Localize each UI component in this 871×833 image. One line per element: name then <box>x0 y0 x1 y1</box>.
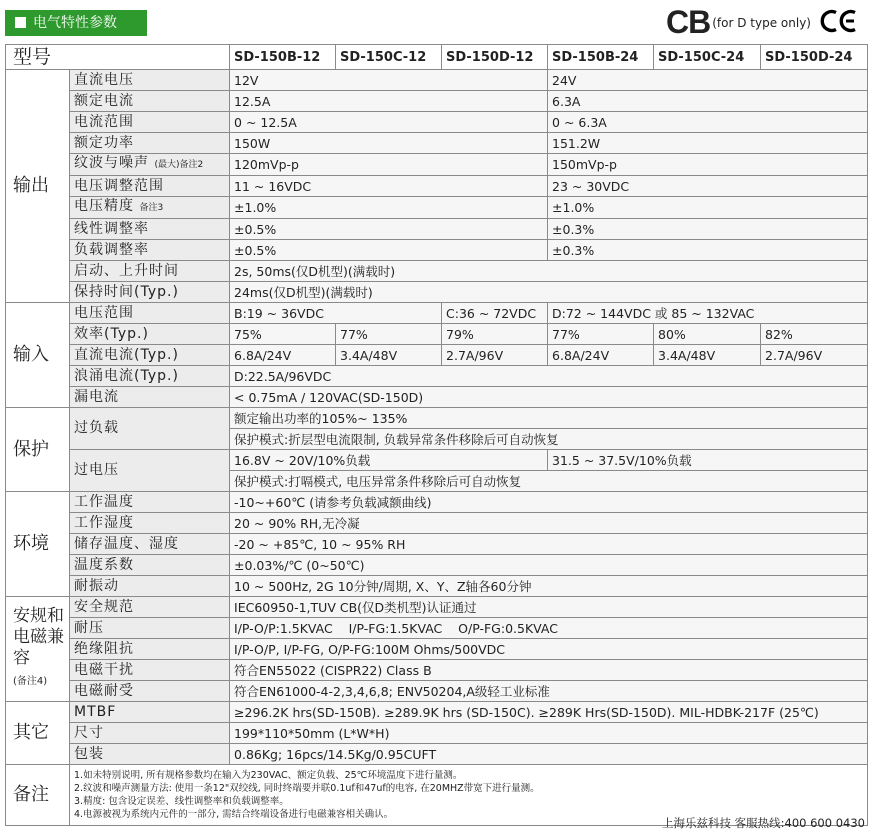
row-label: 工作湿度 <box>70 513 230 534</box>
value: I/P-O/P, I/P-FG, O/P-FG:100M Ohms/500VDC <box>230 639 868 660</box>
value-12v: ±0.5% <box>230 240 548 261</box>
environment-row <box>6 576 868 597</box>
value-24v: 0 ~ 6.3A <box>548 112 868 133</box>
value: ±0.03%/℃ (0~50℃) <box>230 555 868 576</box>
environment-row <box>6 534 868 555</box>
value: 77% <box>548 324 654 345</box>
value-24v: ±1.0% <box>548 197 868 219</box>
row-label-text: 纹波与噪声 <box>74 155 149 171</box>
value-24v: 150mVp-p <box>548 154 868 176</box>
value-24v: 31.5 ~ 37.5V/10%负载 <box>548 450 868 471</box>
output-row <box>6 133 868 154</box>
row-label: 电压范围 <box>70 303 230 324</box>
value: 80% <box>654 324 761 345</box>
row-label: 包装 <box>70 744 230 765</box>
model-name: SD-150B-12 <box>230 45 336 70</box>
row-label: 效率(Typ.) <box>70 324 230 345</box>
value: IEC60950-1,TUV CB(仅D类机型)认证通过 <box>230 597 868 618</box>
value: 额定输出功率的105%~ 135% <box>230 408 868 429</box>
row-label: 负载调整率 <box>70 240 230 261</box>
row-label: 过负载 <box>70 408 230 450</box>
safety-row <box>6 618 868 639</box>
environment-row <box>6 555 868 576</box>
group-remarks: 备注 <box>6 765 70 826</box>
environment-row <box>6 492 868 513</box>
input-row <box>6 324 868 345</box>
value-12v: 16.8V ~ 20V/10%负载 <box>230 450 548 471</box>
safety-row <box>6 597 868 618</box>
model-name: SD-150D-12 <box>442 45 548 70</box>
group-safety <box>6 597 70 702</box>
row-label <box>70 154 230 176</box>
cb-note: (for D type only) <box>712 15 811 30</box>
others-row <box>6 723 868 744</box>
value-c: C:36 ~ 72VDC <box>442 303 548 324</box>
row-label: 尺寸 <box>70 723 230 744</box>
input-row <box>6 345 868 366</box>
safety-row <box>6 660 868 681</box>
output-row <box>6 154 868 176</box>
value: 82% <box>761 324 868 345</box>
value: 10 ~ 500Hz, 2G 10分钟/周期, X、Y、Z轴各60分钟 <box>230 576 868 597</box>
others-row <box>6 702 868 723</box>
output-row <box>6 91 868 112</box>
service-hotline: 上海乐兹科技 客服热线:400 600 0430 <box>661 816 865 830</box>
output-row <box>6 219 868 240</box>
value: 2s, 50ms(仅D机型)(满载时) <box>230 261 868 282</box>
value: -20 ~ +85℃, 10 ~ 95% RH <box>230 534 868 555</box>
row-label-text: 电压精度 <box>74 198 134 214</box>
value-24v: 151.2W <box>548 133 868 154</box>
value: 0.86Kg; 16pcs/14.5Kg/0.95CUFT <box>230 744 868 765</box>
output-row <box>6 261 868 282</box>
remark-line: 3.精度: 包含设定误差、线性调整率和负载调整率。 <box>74 796 289 807</box>
value: 符合EN55022 (CISPR22) Class B <box>230 660 868 681</box>
input-row <box>6 387 868 408</box>
group-input: 输入 <box>6 303 70 408</box>
value-12v: 120mVp-p <box>230 154 548 176</box>
row-label: 绝缘阻抗 <box>70 639 230 660</box>
value: 2.7A/96V <box>442 345 548 366</box>
value: 20 ~ 90% RH,无冷凝 <box>230 513 868 534</box>
output-row <box>6 70 868 91</box>
value-12v: 0 ~ 12.5A <box>230 112 548 133</box>
value: 79% <box>442 324 548 345</box>
output-row <box>6 282 868 303</box>
group-safety-label: 安规和电磁兼容 <box>13 606 64 668</box>
row-label-note: 备注3 <box>139 203 164 213</box>
model-name: SD-150C-24 <box>654 45 761 70</box>
value-24v: 23 ~ 30VDC <box>548 176 868 197</box>
remark-line: 4.电源被视为系统内元件的一部分, 需结合终端设备进行电磁兼容相关确认。 <box>74 809 394 820</box>
model-row <box>6 45 868 70</box>
value: 199*110*50mm (L*W*H) <box>230 723 868 744</box>
output-row <box>6 240 868 261</box>
value: 77% <box>336 324 442 345</box>
row-label-note: (最大)备注2 <box>154 160 204 170</box>
model-name: SD-150C-12 <box>336 45 442 70</box>
model-name: SD-150B-24 <box>548 45 654 70</box>
row-label: 启动、上升时间 <box>70 261 230 282</box>
value: 符合EN61000-4-2,3,4,6,8; ENV50204,A级轻工业标准 <box>230 681 868 702</box>
value-12v: 150W <box>230 133 548 154</box>
section-header <box>5 10 147 36</box>
row-label: 温度系数 <box>70 555 230 576</box>
output-row <box>6 176 868 197</box>
row-label <box>70 197 230 219</box>
cb-mark: CB <box>666 4 711 40</box>
others-row <box>6 744 868 765</box>
group-others: 其它 <box>6 702 70 765</box>
row-label: 电磁干扰 <box>70 660 230 681</box>
value: D:22.5A/96VDC <box>230 366 868 387</box>
output-row <box>6 112 868 133</box>
row-label: 耐压 <box>70 618 230 639</box>
value: < 0.75mA / 120VAC(SD-150D) <box>230 387 868 408</box>
row-label: 电磁耐受 <box>70 681 230 702</box>
group-safety-note: (备注4) <box>13 676 48 687</box>
value: 6.8A/24V <box>230 345 336 366</box>
group-protection: 保护 <box>6 408 70 492</box>
row-label: 线性调整率 <box>70 219 230 240</box>
row-label: 电流范围 <box>70 112 230 133</box>
row-label: 储存温度、湿度 <box>70 534 230 555</box>
value-12v: 12.5A <box>230 91 548 112</box>
ce-mark-icon <box>817 8 859 38</box>
protection-row <box>6 408 868 429</box>
value: ≥296.2K hrs(SD-150B). ≥289.9K hrs (SD-150C). ≥289K Hrs(SD-150D). MIL-HDBK-217F (25℃) <box>230 702 868 723</box>
square-icon <box>15 17 26 28</box>
output-row <box>6 197 868 219</box>
value: 24ms(仅D机型)(满载时) <box>230 282 868 303</box>
row-label: MTBF <box>70 702 230 723</box>
certification-marks <box>666 4 859 38</box>
safety-row <box>6 681 868 702</box>
group-environment: 环境 <box>6 492 70 597</box>
value: 3.4A/48V <box>336 345 442 366</box>
input-row <box>6 303 868 324</box>
value: 6.8A/24V <box>548 345 654 366</box>
value: I/P-O/P:1.5KVAC I/P-FG:1.5KVAC O/P-FG:0.5KVAC <box>230 618 868 639</box>
row-label: 工作温度 <box>70 492 230 513</box>
value: 75% <box>230 324 336 345</box>
value-12v: 11 ~ 16VDC <box>230 176 548 197</box>
value-12v: 12V <box>230 70 548 91</box>
row-label: 直流电流(Typ.) <box>70 345 230 366</box>
value: -10~+60℃ (请参考负载减额曲线) <box>230 492 868 513</box>
row-label: 浪涌电流(Typ.) <box>70 366 230 387</box>
value-24v: 6.3A <box>548 91 868 112</box>
value-b: B:19 ~ 36VDC <box>230 303 442 324</box>
row-label: 额定电流 <box>70 91 230 112</box>
value-24v: 24V <box>548 70 868 91</box>
row-label: 额定功率 <box>70 133 230 154</box>
row-label: 安全规范 <box>70 597 230 618</box>
value-12v: ±0.5% <box>230 219 548 240</box>
row-label: 保持时间(Typ.) <box>70 282 230 303</box>
row-label: 电压调整范围 <box>70 176 230 197</box>
row-label: 耐振动 <box>70 576 230 597</box>
value-24v: ±0.3% <box>548 219 868 240</box>
model-label: 型号 <box>6 45 230 70</box>
protection-row <box>6 450 868 471</box>
model-name: SD-150D-24 <box>761 45 868 70</box>
remark-line: 2.纹波和噪声测量方法: 使用一条12"双绞线, 同时终端要并联0.1uf和47uf的电容, 在20MHZ带宽下进行量测。 <box>74 783 540 794</box>
value: 保护模式:折层型电流限制, 负载异常条件移除后可自动恢复 <box>230 429 868 450</box>
value-24v: ±0.3% <box>548 240 868 261</box>
value: 3.4A/48V <box>654 345 761 366</box>
spec-table <box>5 44 868 826</box>
input-row <box>6 366 868 387</box>
environment-row <box>6 513 868 534</box>
value: 保护模式:打嗝模式, 电压异常条件移除后可自动恢复 <box>230 471 868 492</box>
section-title: 电气特性参数 <box>33 15 117 31</box>
row-label: 直流电压 <box>70 70 230 91</box>
value: 2.7A/96V <box>761 345 868 366</box>
row-label: 漏电流 <box>70 387 230 408</box>
value-12v: ±1.0% <box>230 197 548 219</box>
value-d: D:72 ~ 144VDC 或 85 ~ 132VAC <box>548 303 868 324</box>
remark-line: 1.如未特别说明, 所有规格参数均在输入为230VAC、额定负载、25℃环境温度下进行量测。 <box>74 770 463 781</box>
row-label: 过电压 <box>70 450 230 492</box>
safety-row <box>6 639 868 660</box>
group-output: 输出 <box>6 70 70 303</box>
